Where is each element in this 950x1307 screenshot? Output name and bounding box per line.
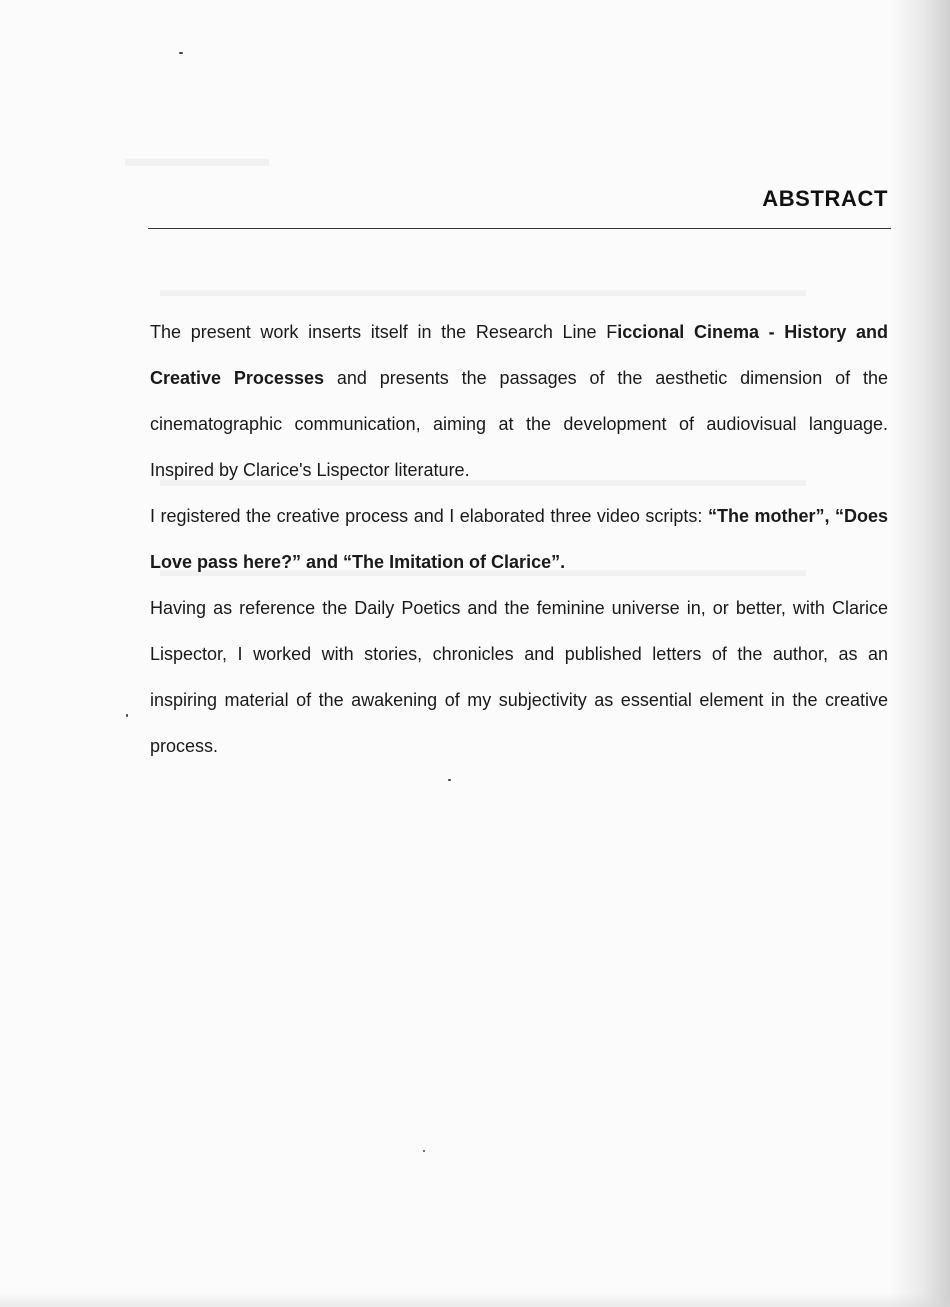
scan-speck xyxy=(179,52,183,54)
bold-text: iccional Cinema - History and Creative Processes xyxy=(150,322,888,388)
abstract-paragraph xyxy=(150,493,888,585)
scan-edge-shadow xyxy=(890,0,950,1307)
paragraph-text: I registered the creative process and I elaborated three video scripts: xyxy=(150,506,708,526)
abstract-paragraph xyxy=(150,309,888,493)
paragraph-text: The present work inserts itself in the Research Line F xyxy=(150,322,618,342)
paragraph-text: and presents the passages of the aesthetic dimension of the cinematographic communication, aiming at the development of audiovisual language. Inspired by Clarice's Lispector literature. xyxy=(150,368,888,480)
scan-speck xyxy=(423,1150,425,1152)
scan-speck xyxy=(448,779,451,781)
scan-bottom-shadow xyxy=(0,1293,950,1307)
scan-speck xyxy=(126,714,128,717)
paragraph-text: Having as reference the Daily Poetics and the feminine universe in, or better, with Clarice Lispector, I worked with stories, chronicles and published letters of the author, as an inspiring material of the awakening of my subjectivity as essential element in the creative process. xyxy=(150,598,888,756)
bold-text: “The mother”, “Does Love pass here?” and “The Imitation of Clarice”. xyxy=(150,506,889,572)
abstract-body xyxy=(150,309,888,769)
heading-divider xyxy=(148,228,891,229)
bleed-through-line xyxy=(160,280,806,302)
abstract-heading: ABSTRACT xyxy=(762,186,888,211)
abstract-paragraph xyxy=(150,585,888,769)
bleed-through-heading xyxy=(125,145,269,173)
